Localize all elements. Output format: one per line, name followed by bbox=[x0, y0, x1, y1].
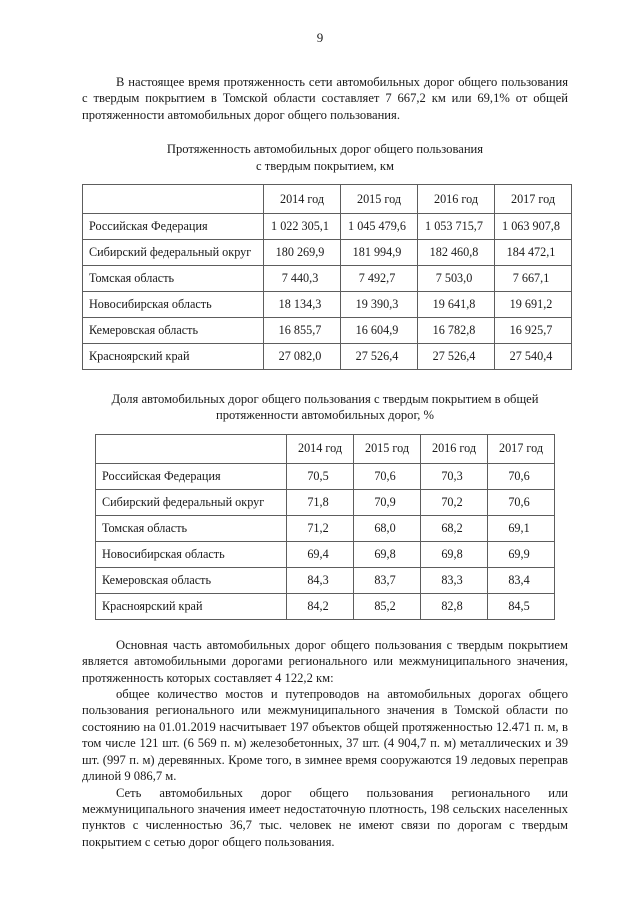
table-share-title bbox=[82, 391, 568, 424]
cell-value: 182 460,8 bbox=[418, 240, 495, 266]
cell-value: 84,5 bbox=[488, 593, 555, 619]
table-lengths-col-0 bbox=[83, 185, 264, 214]
table-road-lengths bbox=[82, 184, 572, 370]
table-share-col-4: 2017 год bbox=[488, 434, 555, 463]
cell-value: 1 053 715,7 bbox=[418, 214, 495, 240]
cell-value: 184 472,1 bbox=[495, 240, 572, 266]
cell-value: 180 269,9 bbox=[264, 240, 341, 266]
cell-value: 82,8 bbox=[421, 593, 488, 619]
cell-value: 70,2 bbox=[421, 489, 488, 515]
table-row bbox=[83, 344, 572, 370]
cell-value: 19 641,8 bbox=[418, 292, 495, 318]
cell-value: 68,2 bbox=[421, 515, 488, 541]
table-header-row bbox=[83, 185, 572, 214]
cell-value: 16 925,7 bbox=[495, 318, 572, 344]
row-label: Томская область bbox=[96, 515, 287, 541]
table-row bbox=[96, 541, 555, 567]
row-label: Сибирский федеральный округ bbox=[96, 489, 287, 515]
cell-value: 70,9 bbox=[354, 489, 421, 515]
row-label: Новосибирская область bbox=[96, 541, 287, 567]
cell-value: 7 503,0 bbox=[418, 266, 495, 292]
table-row bbox=[96, 489, 555, 515]
intro-paragraph: В настоящее время протяженность сети автомобильных дорог общего пользования с твердым покрытием в Томской области составляет 7 667,2 км или 69,1% от общей протяженности автомобильных дорог общего пользования. bbox=[82, 75, 568, 122]
cell-value: 69,9 bbox=[488, 541, 555, 567]
cell-value: 7 440,3 bbox=[264, 266, 341, 292]
row-label: Сибирский федеральный округ bbox=[83, 240, 264, 266]
table-row bbox=[83, 266, 572, 292]
table-row bbox=[83, 292, 572, 318]
table-lengths-title-line1: Протяженность автомобильных дорог общего пользования bbox=[166, 142, 484, 157]
paragraph-density: Сеть автомобильных дорог общего пользования регионального или межмуниципального значения имеет недостаточную плотность, 198 сельских населенных пунктов с численностью 36,7 тыс. человек не имеют связи по дорогам с твердым покрытием с сетью дорог общего пользования. bbox=[82, 785, 568, 849]
row-label: Кемеровская область bbox=[96, 567, 287, 593]
table-row bbox=[96, 463, 555, 489]
row-label: Кемеровская область bbox=[83, 318, 264, 344]
cell-value: 68,0 bbox=[354, 515, 421, 541]
paragraph-bridges: общее количество мостов и путепроводов на автомобильных дорогах общего пользования регионального или межмуниципального значения в Томской области по состоянию на 01.01.2019 насчитывает 197 объектов общей протяженностью 12.471 п. м, в том числе 121 шт. (6 569 п. м) железобетонных, 37 шт. (4 904,7 п. м) металлических и 39 шт. (997 п. м) деревянных. Кроме того, в зимнее время сооружаются 19 ледовых переправ длиной 9 086,7 м. bbox=[82, 687, 568, 784]
table-share-title-line1: Доля автомобильных дорог общего пользования с твердым покрытием в общей bbox=[111, 392, 539, 407]
cell-value: 7 667,1 bbox=[495, 266, 572, 292]
row-label: Российская Федерация bbox=[83, 214, 264, 240]
table-row bbox=[96, 593, 555, 619]
table-row bbox=[83, 318, 572, 344]
table-lengths-col-4: 2017 год bbox=[495, 185, 572, 214]
cell-value: 27 526,4 bbox=[418, 344, 495, 370]
cell-value: 69,8 bbox=[354, 541, 421, 567]
row-label: Новосибирская область bbox=[83, 292, 264, 318]
cell-value: 84,3 bbox=[287, 567, 354, 593]
table-share-title-line2: протяженности автомобильных дорог, % bbox=[215, 408, 435, 423]
cell-value: 70,5 bbox=[287, 463, 354, 489]
table-share-col-0 bbox=[96, 434, 287, 463]
cell-value: 7 492,7 bbox=[341, 266, 418, 292]
table-lengths-body bbox=[83, 214, 572, 370]
cell-value: 1 045 479,6 bbox=[341, 214, 418, 240]
cell-value: 27 526,4 bbox=[341, 344, 418, 370]
table-lengths-col-3: 2016 год bbox=[418, 185, 495, 214]
table-row bbox=[96, 515, 555, 541]
table-share-head bbox=[96, 434, 555, 463]
closing-paragraphs bbox=[82, 637, 568, 850]
cell-value: 19 390,3 bbox=[341, 292, 418, 318]
table-row bbox=[83, 214, 572, 240]
cell-value: 69,1 bbox=[488, 515, 555, 541]
cell-value: 181 994,9 bbox=[341, 240, 418, 266]
table-lengths-head bbox=[83, 185, 572, 214]
cell-value: 70,6 bbox=[354, 463, 421, 489]
cell-value: 71,2 bbox=[287, 515, 354, 541]
cell-value: 69,4 bbox=[287, 541, 354, 567]
row-label: Томская область bbox=[83, 266, 264, 292]
page-number: 9 bbox=[316, 30, 324, 45]
table-header-row bbox=[96, 434, 555, 463]
table-lengths-title-line2: с твердым покрытием, км bbox=[256, 158, 394, 173]
cell-value: 27 540,4 bbox=[495, 344, 572, 370]
cell-value: 70,3 bbox=[421, 463, 488, 489]
row-label: Красноярский край bbox=[96, 593, 287, 619]
cell-value: 16 782,8 bbox=[418, 318, 495, 344]
cell-value: 1 063 907,8 bbox=[495, 214, 572, 240]
row-label: Красноярский край bbox=[83, 344, 264, 370]
cell-value: 70,6 bbox=[488, 489, 555, 515]
cell-value: 71,8 bbox=[287, 489, 354, 515]
cell-value: 83,7 bbox=[354, 567, 421, 593]
cell-value: 83,4 bbox=[488, 567, 555, 593]
cell-value: 83,3 bbox=[421, 567, 488, 593]
cell-value: 16 855,7 bbox=[264, 318, 341, 344]
table-row bbox=[96, 567, 555, 593]
cell-value: 27 082,0 bbox=[264, 344, 341, 370]
cell-value: 19 691,2 bbox=[495, 292, 572, 318]
paragraph-regional-roads: Основная часть автомобильных дорог общего пользования с твердым покрытием является автомобильными дорогами регионального или межмуниципального значения, протяженность которых составляет 4 122,2 км: bbox=[82, 637, 568, 685]
cell-value: 1 022 305,1 bbox=[264, 214, 341, 240]
table-share-col-1: 2014 год bbox=[287, 434, 354, 463]
table-share-col-3: 2016 год bbox=[421, 434, 488, 463]
cell-value: 85,2 bbox=[354, 593, 421, 619]
cell-value: 84,2 bbox=[287, 593, 354, 619]
row-label: Российская Федерация bbox=[96, 463, 287, 489]
table-lengths-title bbox=[82, 141, 568, 174]
cell-value: 69,8 bbox=[421, 541, 488, 567]
cell-value: 18 134,3 bbox=[264, 292, 341, 318]
table-lengths-col-2: 2015 год bbox=[341, 185, 418, 214]
table-row bbox=[83, 240, 572, 266]
table-lengths-col-1: 2014 год bbox=[264, 185, 341, 214]
cell-value: 70,6 bbox=[488, 463, 555, 489]
table-share-body bbox=[96, 463, 555, 619]
table-road-share bbox=[95, 434, 555, 620]
page-content bbox=[0, 74, 640, 850]
cell-value: 16 604,9 bbox=[341, 318, 418, 344]
table-share-col-2: 2015 год bbox=[354, 434, 421, 463]
